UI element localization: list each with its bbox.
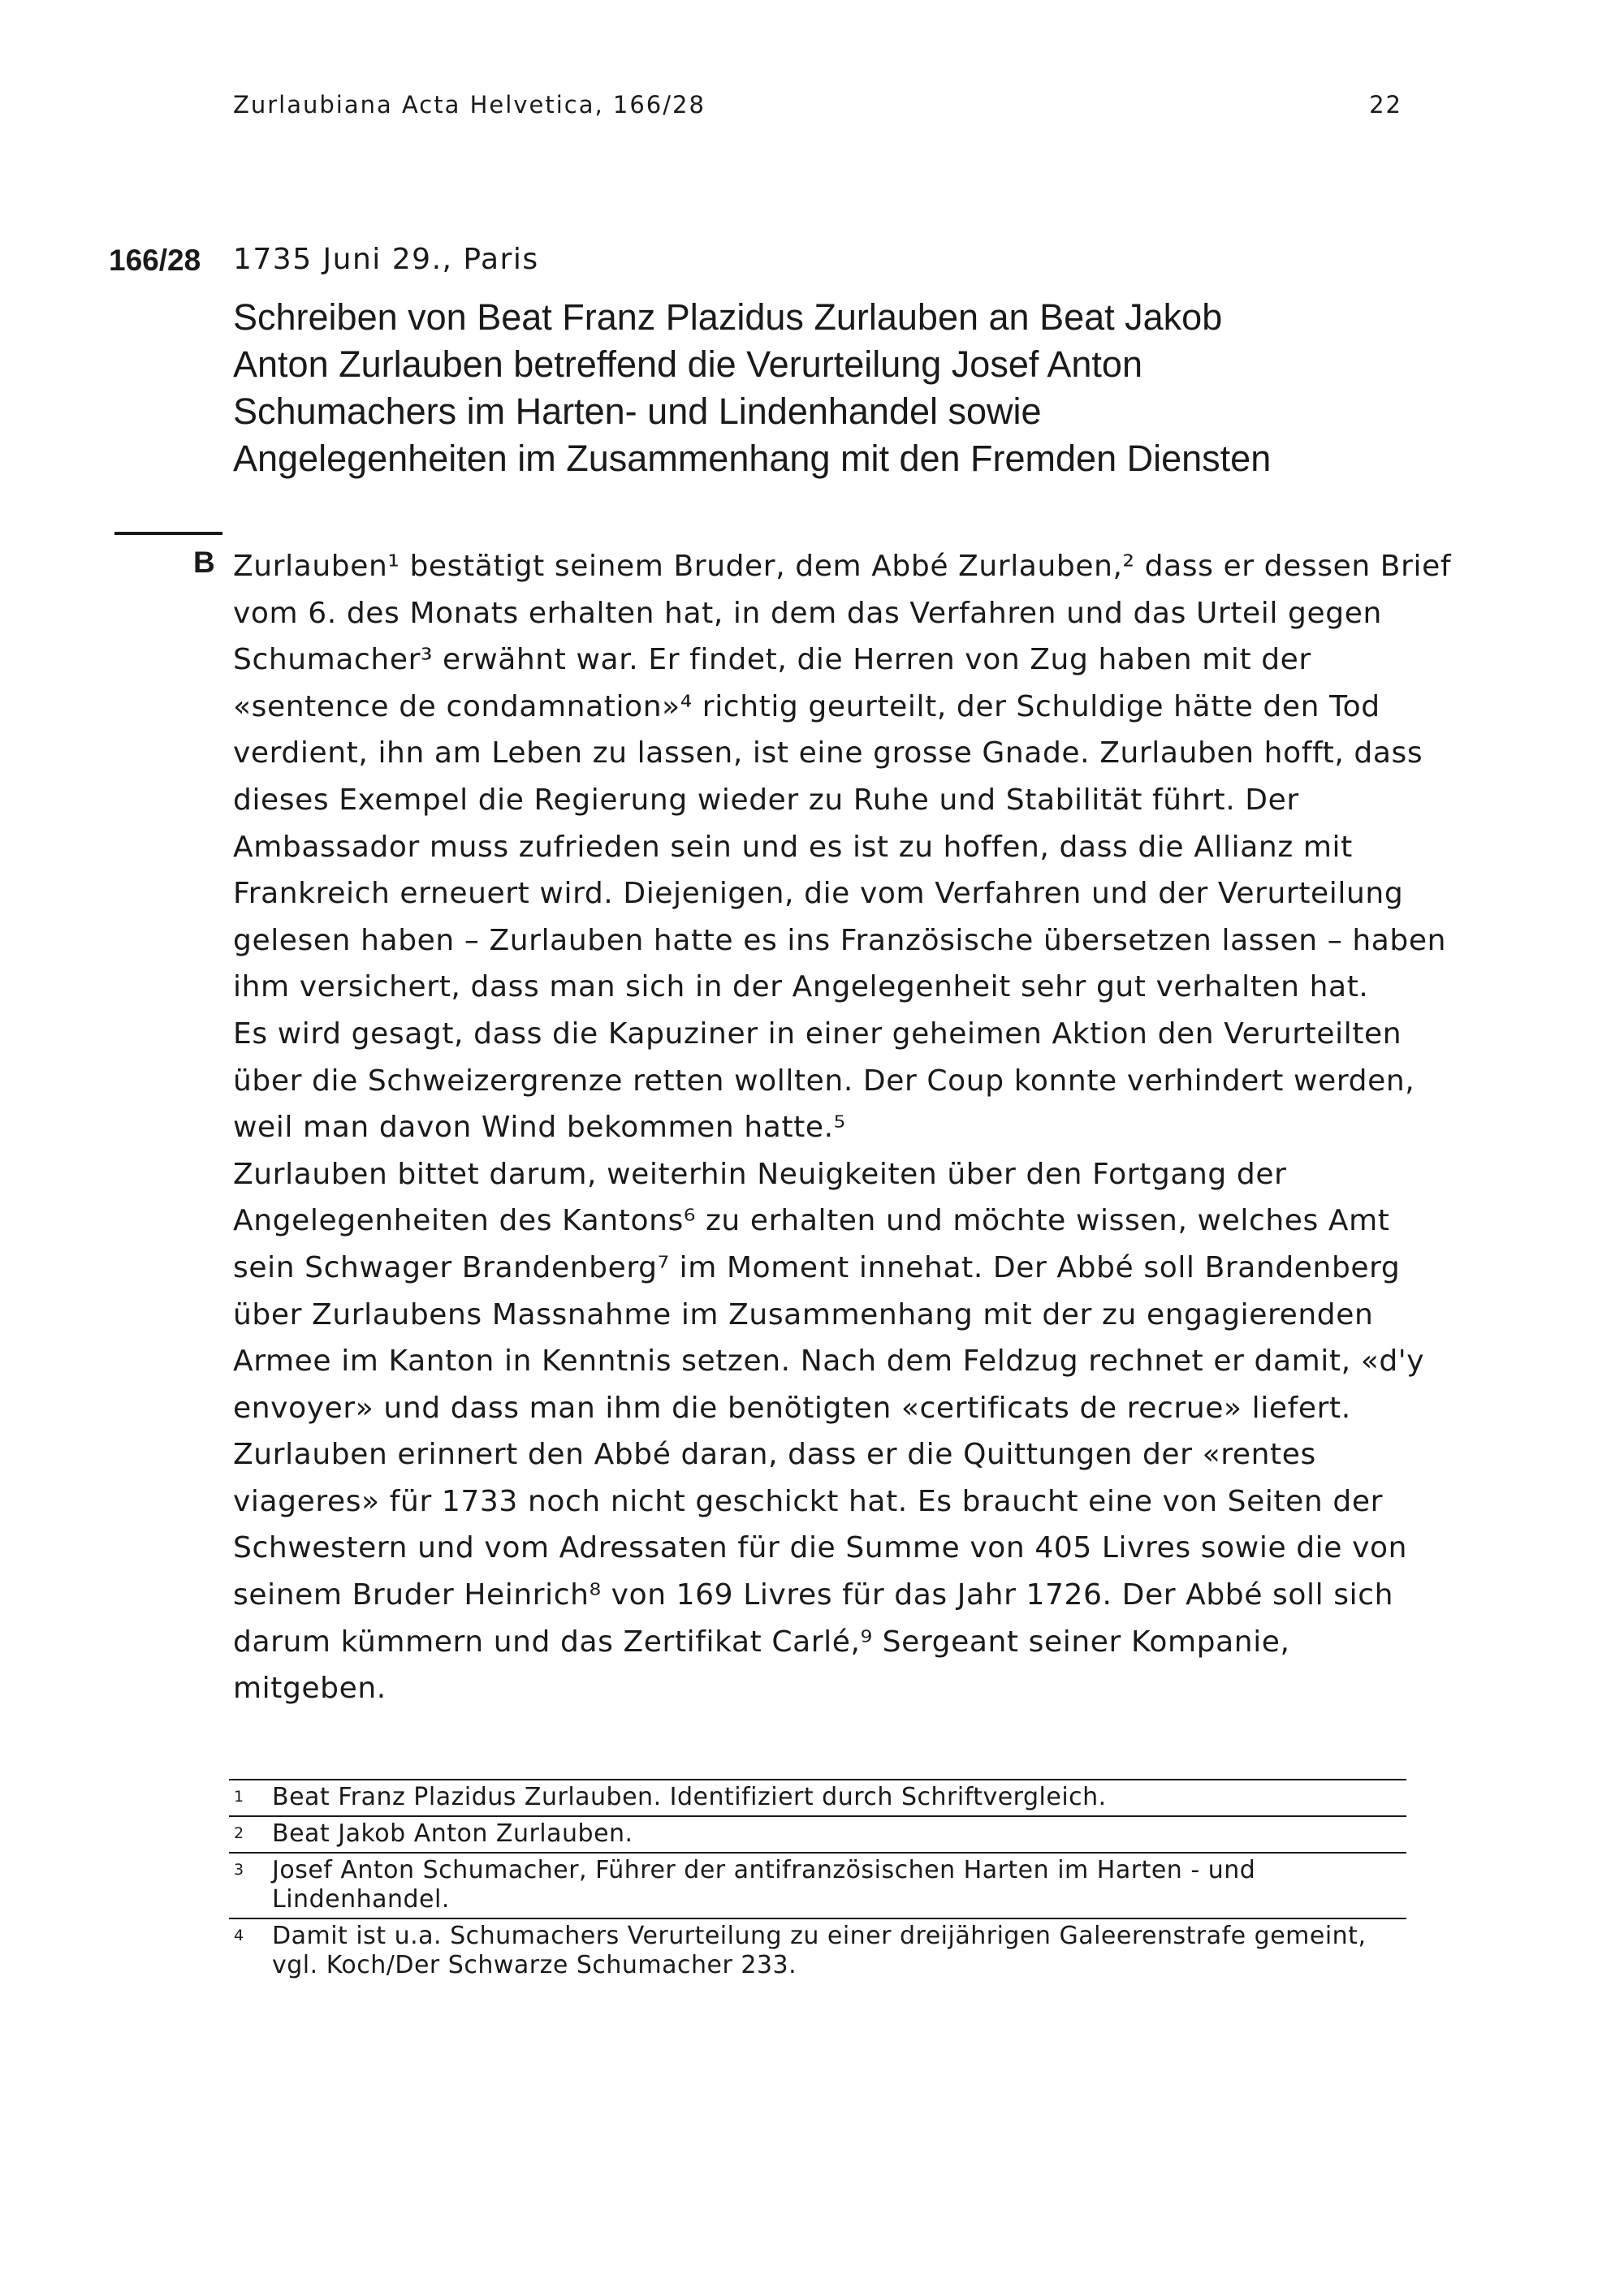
document-date: 1735 Juni 29., Paris (233, 243, 539, 276)
document-title-line: Schreiben von Beat Franz Plazidus Zurlauben an Beat Jakob (233, 296, 1223, 338)
abstract-line: Armee im Kanton in Kenntnis setzen. Nach dem Feldzug rechnet er damit, «d'y (233, 1344, 1425, 1379)
abstract-line: vom 6. des Monats erhalten hat, in dem das Verfahren und das Urteil gegen (233, 596, 1382, 630)
abstract-line: envoyer» und dass man ihm die benötigten «certificats de recrue» liefert. (233, 1391, 1351, 1425)
abstract-line: gelesen haben – Zurlauben hatte es ins Französische übersetzen lassen – haben (233, 923, 1447, 957)
abstract-line: sein Schwager Brandenberg⁷ im Moment innehat. Der Abbé soll Brandenberg (233, 1250, 1401, 1284)
abstract-line: weil man davon Wind bekommen hatte.⁵ (233, 1111, 846, 1145)
abstract-line: darum kümmern und das Zertifikat Carlé,⁹ Sergeant seiner Kompanie, (233, 1625, 1290, 1659)
document-number: 166/28 (109, 244, 201, 277)
document-title (233, 294, 1402, 482)
abstract-line: Zurlauben bittet darum, weiterhin Neuigkeiten über den Fortgang der (233, 1157, 1287, 1191)
footnote-number: 4 (234, 1927, 244, 1944)
running-header (233, 91, 1402, 132)
footnote-number: 2 (234, 1824, 244, 1842)
abstract-line: Zurlauben erinnert den Abbé daran, dass er die Quittungen der «rentes (233, 1438, 1316, 1472)
abstract-line: ihm versichert, dass man sich in der Angelegenheit sehr gut verhalten hat. (233, 970, 1369, 1004)
abstract-line: seinem Bruder Heinrich⁸ von 169 Livres für das Jahr 1726. Der Abbé soll sich (233, 1578, 1394, 1612)
footnote-number: 3 (234, 1861, 244, 1879)
abstract-line: Es wird gesagt, dass die Kapuziner in einer geheimen Aktion den Verurteilten (233, 1016, 1402, 1051)
footnote-text: Josef Anton Schumacher, Führer der antifranzösischen Harten im Harten - und (272, 1856, 1256, 1884)
abstract-line: Ambassador muss zufrieden sein und es ist zu hoffen, dass die Allianz mit (233, 830, 1353, 864)
footnote-text: Lindenhandel. (272, 1885, 450, 1914)
footnote-text: Damit ist u.a. Schumachers Verurteilung zu einer dreijährigen Galeerenstrafe gemeint, (272, 1922, 1367, 1950)
abstract-line: Schumacher³ erwähnt war. Er findet, die Herren von Zug haben mit der (233, 643, 1311, 677)
footnotes (229, 1779, 1406, 1983)
abstract-line: über Zurlaubens Massnahme im Zusammenhang mit der zu engagierenden (233, 1297, 1374, 1331)
footnote (229, 1852, 1406, 1918)
footnote (229, 1815, 1406, 1852)
abstract-line: mitgeben. (233, 1672, 387, 1706)
abstract-marker: B (193, 546, 215, 579)
page-number: 22 (1369, 91, 1402, 119)
abstract-line: Zurlauben¹ bestätigt seinem Bruder, dem Abbé Zurlauben,² dass er dessen Brief (233, 550, 1452, 583)
section-divider (114, 532, 222, 535)
running-header-title: Zurlaubiana Acta Helvetica, 166/28 (233, 91, 706, 119)
abstract-line: Schwestern und vom Adressaten für die Summe von 405 Livres sowie die von (233, 1531, 1408, 1565)
abstract-line: Angelegenheiten des Kantons⁶ zu erhalten und möchte wissen, welches Amt (233, 1204, 1390, 1238)
document-title-line: Anton Zurlauben betreffend die Verurteilung Josef Anton (233, 343, 1142, 385)
footnote-number: 1 (234, 1788, 244, 1806)
abstract-line: viageres» für 1733 noch nicht geschickt hat. Es braucht eine von Seiten der (233, 1484, 1383, 1518)
footnote-text: vgl. Koch/Der Schwarze Schumacher 233. (272, 1951, 797, 1979)
footnote-text: Beat Jakob Anton Zurlauben. (272, 1819, 633, 1848)
abstract-line: über die Schweizergrenze retten wollten. Der Coup konnte verhindert werden, (233, 1064, 1415, 1098)
abstract-line: Frankreich erneuert wird. Diejenigen, die vom Verfahren und der Verurteilung (233, 877, 1404, 911)
document-title-line: Schumachers im Harten- und Lindenhandel sowie (233, 391, 1042, 432)
footnote (229, 1918, 1406, 1983)
abstract-line: verdient, ihn am Leben zu lassen, ist eine grosse Gnade. Zurlauben hofft, dass (233, 736, 1423, 770)
footnote (229, 1779, 1406, 1815)
abstract-line: dieses Exempel die Regierung wieder zu Ruhe und Stabilität führt. Der (233, 783, 1299, 817)
footnote-text: Beat Franz Plazidus Zurlauben. Identifiziert durch Schriftvergleich. (272, 1783, 1107, 1811)
abstract-text (233, 543, 1452, 1712)
abstract-line: «sentence de condamnation»⁴ richtig geurteilt, der Schuldige hätte den Tod (233, 689, 1380, 723)
document-title-line: Angelegenheiten im Zusammenhang mit den Fremden Diensten (233, 438, 1272, 479)
